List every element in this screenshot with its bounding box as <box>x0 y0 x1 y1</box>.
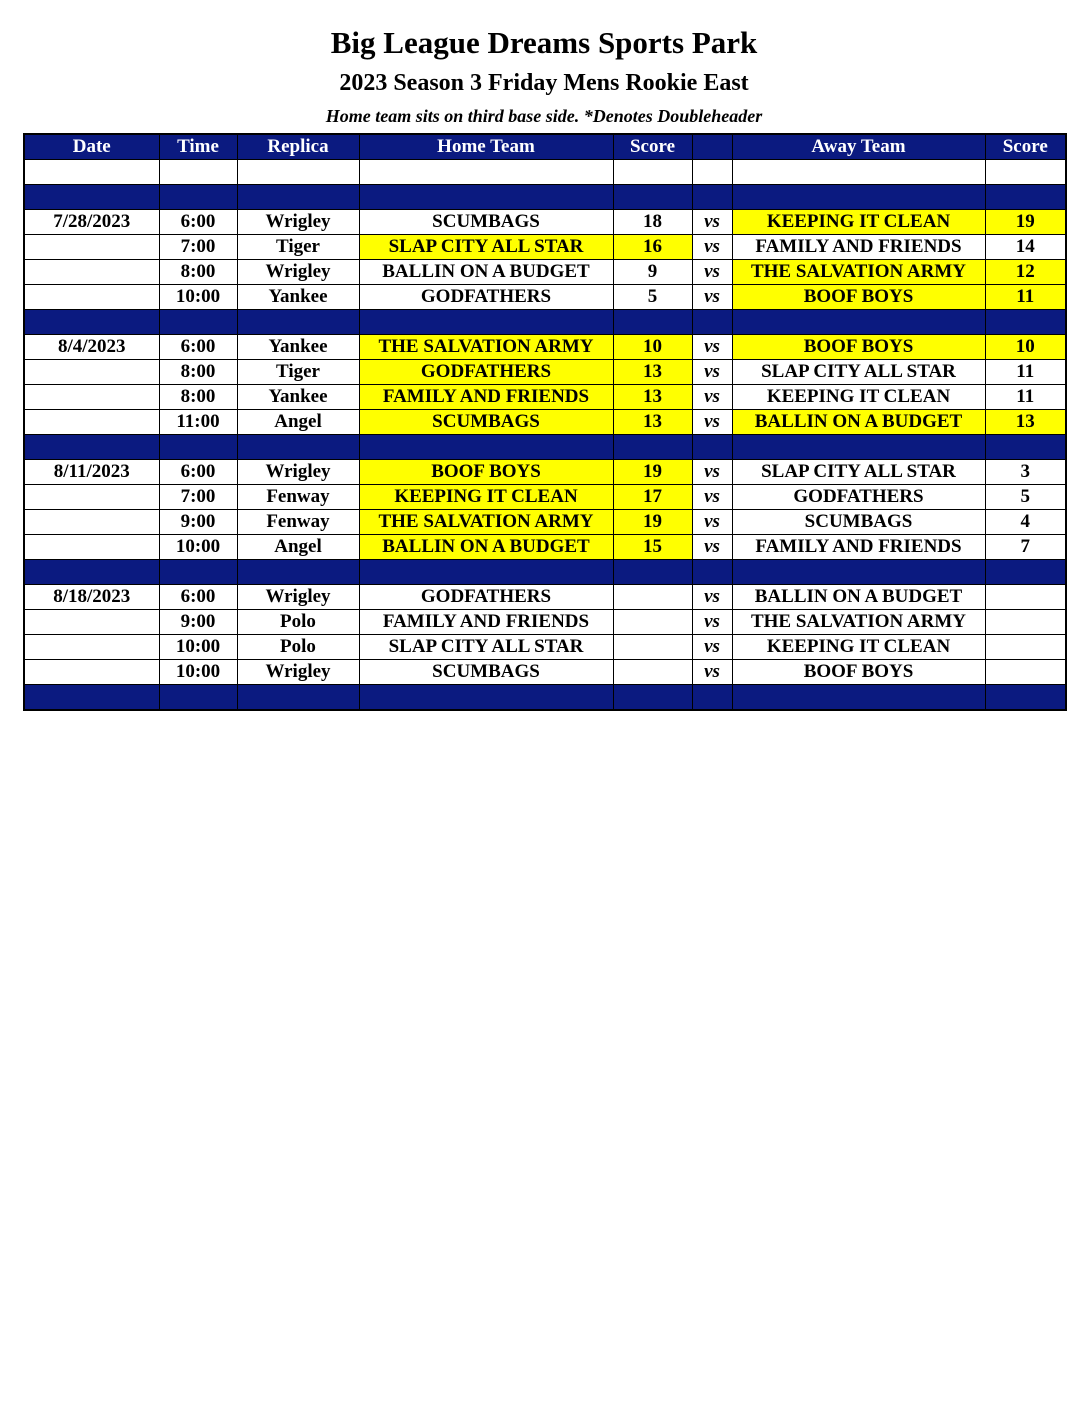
separator-cell <box>159 310 237 335</box>
empty-cell <box>732 160 985 185</box>
col-header-date: Date <box>24 134 159 160</box>
date-cell <box>24 660 159 685</box>
home-score-cell: 19 <box>613 460 692 485</box>
home-team-cell: SLAP CITY ALL STAR <box>359 635 613 660</box>
away-score-cell <box>985 585 1066 610</box>
empty-cell <box>24 160 159 185</box>
game-row <box>24 460 1066 485</box>
separator-cell <box>692 685 732 711</box>
home-score-cell <box>613 660 692 685</box>
away-score-cell: 12 <box>985 260 1066 285</box>
away-team-cell: GODFATHERS <box>732 485 985 510</box>
separator-cell <box>24 685 159 711</box>
separator-cell <box>237 185 359 210</box>
time-cell: 10:00 <box>159 635 237 660</box>
separator-cell <box>985 435 1066 460</box>
vs-cell: vs <box>692 235 732 260</box>
home-score-cell: 15 <box>613 535 692 560</box>
time-cell: 11:00 <box>159 410 237 435</box>
time-cell: 6:00 <box>159 210 237 235</box>
separator-cell <box>159 435 237 460</box>
col-header-replica: Replica <box>237 134 359 160</box>
date-cell <box>24 360 159 385</box>
game-row <box>24 610 1066 635</box>
vs-cell: vs <box>692 335 732 360</box>
schedule-table <box>23 133 1067 711</box>
empty-cell <box>985 160 1066 185</box>
away-team-cell: FAMILY AND FRIENDS <box>732 535 985 560</box>
vs-cell: vs <box>692 660 732 685</box>
separator-cell <box>613 310 692 335</box>
date-cell <box>24 385 159 410</box>
separator-cell <box>613 685 692 711</box>
time-cell: 9:00 <box>159 610 237 635</box>
replica-cell: Tiger <box>237 360 359 385</box>
separator-cell <box>24 435 159 460</box>
separator-cell <box>613 185 692 210</box>
time-cell: 6:00 <box>159 585 237 610</box>
home-team-cell: SLAP CITY ALL STAR <box>359 235 613 260</box>
vs-cell: vs <box>692 285 732 310</box>
header-row <box>24 134 1066 160</box>
replica-cell: Angel <box>237 410 359 435</box>
home-score-cell <box>613 610 692 635</box>
replica-cell: Yankee <box>237 285 359 310</box>
replica-cell: Polo <box>237 635 359 660</box>
vs-cell: vs <box>692 635 732 660</box>
away-score-cell: 7 <box>985 535 1066 560</box>
separator-row <box>24 685 1066 711</box>
replica-cell: Tiger <box>237 235 359 260</box>
home-score-cell <box>613 635 692 660</box>
time-cell: 10:00 <box>159 285 237 310</box>
away-score-cell <box>985 635 1066 660</box>
away-score-cell: 5 <box>985 485 1066 510</box>
game-row <box>24 285 1066 310</box>
home-team-cell: GODFATHERS <box>359 585 613 610</box>
game-row <box>24 335 1066 360</box>
separator-cell <box>732 435 985 460</box>
replica-cell: Wrigley <box>237 460 359 485</box>
time-cell: 6:00 <box>159 335 237 360</box>
time-cell: 8:00 <box>159 260 237 285</box>
separator-cell <box>237 435 359 460</box>
away-team-cell: KEEPING IT CLEAN <box>732 385 985 410</box>
separator-cell <box>359 310 613 335</box>
vs-cell: vs <box>692 360 732 385</box>
away-score-cell <box>985 610 1066 635</box>
home-team-cell: THE SALVATION ARMY <box>359 510 613 535</box>
empty-cell <box>159 160 237 185</box>
separator-cell <box>159 560 237 585</box>
away-score-cell: 3 <box>985 460 1066 485</box>
vs-cell: vs <box>692 385 732 410</box>
separator-cell <box>359 685 613 711</box>
away-team-cell: BOOF BOYS <box>732 660 985 685</box>
date-cell <box>24 410 159 435</box>
date-cell: 8/11/2023 <box>24 460 159 485</box>
date-cell <box>24 260 159 285</box>
separator-cell <box>159 185 237 210</box>
separator-cell <box>985 185 1066 210</box>
separator-cell <box>692 310 732 335</box>
separator-cell <box>692 185 732 210</box>
col-header-away-team: Away Team <box>732 134 985 160</box>
col-header-home-score: Score <box>613 134 692 160</box>
home-score-cell: 13 <box>613 410 692 435</box>
vs-cell: vs <box>692 535 732 560</box>
home-team-cell: SCUMBAGS <box>359 660 613 685</box>
separator-cell <box>985 310 1066 335</box>
separator-row <box>24 310 1066 335</box>
separator-cell <box>359 560 613 585</box>
date-cell: 8/4/2023 <box>24 335 159 360</box>
replica-cell: Wrigley <box>237 260 359 285</box>
away-team-cell: BOOF BOYS <box>732 285 985 310</box>
separator-cell <box>732 310 985 335</box>
home-score-cell <box>613 585 692 610</box>
separator-cell <box>613 560 692 585</box>
home-score-cell: 17 <box>613 485 692 510</box>
home-team-cell: GODFATHERS <box>359 360 613 385</box>
away-team-cell: SLAP CITY ALL STAR <box>732 460 985 485</box>
game-row <box>24 260 1066 285</box>
away-team-cell: BOOF BOYS <box>732 335 985 360</box>
separator-cell <box>732 185 985 210</box>
game-row <box>24 235 1066 260</box>
separator-row <box>24 560 1066 585</box>
separator-cell <box>985 685 1066 711</box>
game-row <box>24 210 1066 235</box>
home-team-cell: FAMILY AND FRIENDS <box>359 610 613 635</box>
separator-cell <box>732 685 985 711</box>
separator-row <box>24 435 1066 460</box>
vs-cell: vs <box>692 260 732 285</box>
separator-cell <box>359 435 613 460</box>
separator-cell <box>613 435 692 460</box>
away-team-cell: THE SALVATION ARMY <box>732 260 985 285</box>
page-title: Big League Dreams Sports Park <box>330 25 758 60</box>
away-score-cell: 4 <box>985 510 1066 535</box>
away-team-cell: KEEPING IT CLEAN <box>732 635 985 660</box>
game-row <box>24 535 1066 560</box>
separator-cell <box>692 560 732 585</box>
away-team-cell: THE SALVATION ARMY <box>732 610 985 635</box>
empty-cell <box>359 160 613 185</box>
away-score-cell: 13 <box>985 410 1066 435</box>
date-cell <box>24 510 159 535</box>
time-cell: 7:00 <box>159 235 237 260</box>
replica-cell: Fenway <box>237 485 359 510</box>
away-score-cell: 11 <box>985 360 1066 385</box>
date-cell: 8/18/2023 <box>24 585 159 610</box>
separator-cell <box>237 560 359 585</box>
time-cell: 6:00 <box>159 460 237 485</box>
page-subtitle: 2023 Season 3 Friday Mens Rookie East <box>339 70 749 96</box>
home-team-cell: SCUMBAGS <box>359 410 613 435</box>
home-score-cell: 13 <box>613 385 692 410</box>
separator-cell <box>692 435 732 460</box>
schedule-body <box>24 160 1066 711</box>
vs-cell: vs <box>692 410 732 435</box>
away-team-cell: SLAP CITY ALL STAR <box>732 360 985 385</box>
away-score-cell: 11 <box>985 385 1066 410</box>
separator-cell <box>359 185 613 210</box>
col-header-home-team: Home Team <box>359 134 613 160</box>
vs-cell: vs <box>692 485 732 510</box>
empty-cell <box>613 160 692 185</box>
separator-cell <box>24 310 159 335</box>
replica-cell: Yankee <box>237 385 359 410</box>
home-score-cell: 10 <box>613 335 692 360</box>
away-team-cell: BALLIN ON A BUDGET <box>732 585 985 610</box>
away-team-cell: KEEPING IT CLEAN <box>732 210 985 235</box>
date-cell <box>24 485 159 510</box>
separator-cell <box>732 560 985 585</box>
home-team-cell: BOOF BOYS <box>359 460 613 485</box>
home-score-cell: 5 <box>613 285 692 310</box>
date-cell <box>24 610 159 635</box>
home-team-cell: FAMILY AND FRIENDS <box>359 385 613 410</box>
away-score-cell: 11 <box>985 285 1066 310</box>
page-note: Home team sits on third base side. *Denotes Doubleheader <box>325 106 763 126</box>
replica-cell: Fenway <box>237 510 359 535</box>
vs-cell: vs <box>692 510 732 535</box>
away-team-cell: FAMILY AND FRIENDS <box>732 235 985 260</box>
time-cell: 9:00 <box>159 510 237 535</box>
game-row <box>24 360 1066 385</box>
col-header-vs <box>692 134 732 160</box>
home-team-cell: GODFATHERS <box>359 285 613 310</box>
replica-cell: Polo <box>237 610 359 635</box>
empty-cell <box>237 160 359 185</box>
time-cell: 10:00 <box>159 660 237 685</box>
game-row <box>24 410 1066 435</box>
replica-cell: Wrigley <box>237 210 359 235</box>
home-team-cell: SCUMBAGS <box>359 210 613 235</box>
home-team-cell: KEEPING IT CLEAN <box>359 485 613 510</box>
date-cell <box>24 285 159 310</box>
away-team-cell: BALLIN ON A BUDGET <box>732 410 985 435</box>
replica-cell: Wrigley <box>237 660 359 685</box>
date-cell: 7/28/2023 <box>24 210 159 235</box>
empty-cell <box>692 160 732 185</box>
separator-cell <box>24 185 159 210</box>
home-score-cell: 13 <box>613 360 692 385</box>
vs-cell: vs <box>692 210 732 235</box>
replica-cell: Yankee <box>237 335 359 360</box>
away-score-cell: 14 <box>985 235 1066 260</box>
away-score-cell <box>985 660 1066 685</box>
game-row <box>24 510 1066 535</box>
date-cell <box>24 535 159 560</box>
blank-row <box>24 160 1066 185</box>
home-score-cell: 16 <box>613 235 692 260</box>
away-team-cell: SCUMBAGS <box>732 510 985 535</box>
game-row <box>24 385 1066 410</box>
home-score-cell: 9 <box>613 260 692 285</box>
game-row <box>24 585 1066 610</box>
time-cell: 7:00 <box>159 485 237 510</box>
separator-cell <box>237 685 359 711</box>
time-cell: 10:00 <box>159 535 237 560</box>
vs-cell: vs <box>692 585 732 610</box>
game-row <box>24 485 1066 510</box>
date-cell <box>24 635 159 660</box>
home-score-cell: 19 <box>613 510 692 535</box>
col-header-time: Time <box>159 134 237 160</box>
home-team-cell: BALLIN ON A BUDGET <box>359 260 613 285</box>
vs-cell: vs <box>692 460 732 485</box>
away-score-cell: 10 <box>985 335 1066 360</box>
separator-row <box>24 185 1066 210</box>
separator-cell <box>237 310 359 335</box>
replica-cell: Wrigley <box>237 585 359 610</box>
home-team-cell: BALLIN ON A BUDGET <box>359 535 613 560</box>
vs-cell: vs <box>692 610 732 635</box>
date-cell <box>24 235 159 260</box>
away-score-cell: 19 <box>985 210 1066 235</box>
game-row <box>24 635 1066 660</box>
col-header-away-score: Score <box>985 134 1066 160</box>
home-score-cell: 18 <box>613 210 692 235</box>
game-row <box>24 660 1066 685</box>
time-cell: 8:00 <box>159 385 237 410</box>
separator-cell <box>159 685 237 711</box>
time-cell: 8:00 <box>159 360 237 385</box>
separator-cell <box>985 560 1066 585</box>
home-team-cell: THE SALVATION ARMY <box>359 335 613 360</box>
separator-cell <box>24 560 159 585</box>
replica-cell: Angel <box>237 535 359 560</box>
